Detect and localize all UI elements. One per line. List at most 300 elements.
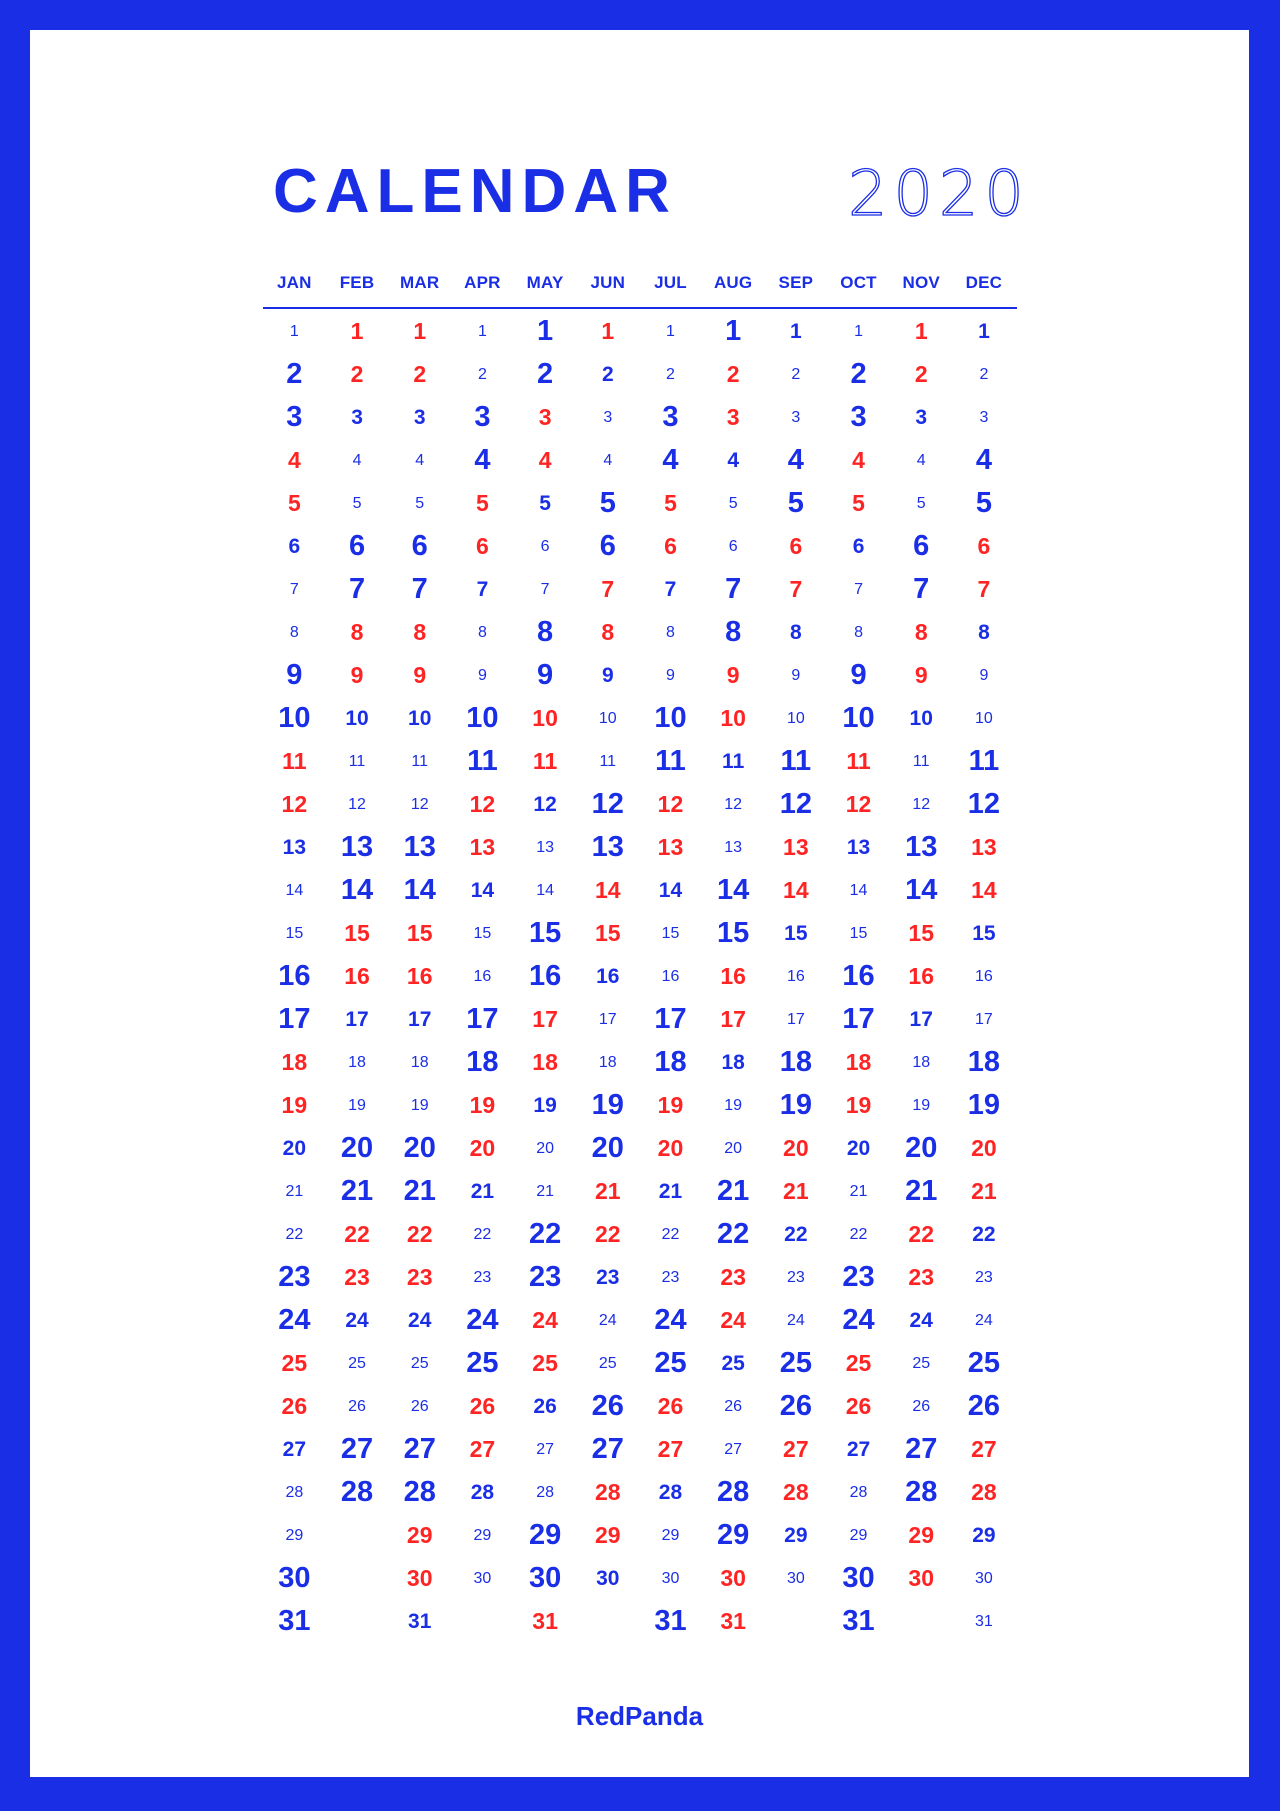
month-column-dec	[953, 310, 1016, 1643]
month-column-oct	[827, 310, 890, 1643]
weekend-day: 9	[726, 662, 740, 688]
month-column-sep	[765, 310, 828, 1643]
day-cell: 7	[540, 580, 550, 598]
weekend-day: 22	[594, 1221, 621, 1247]
day-cell: 17	[408, 1008, 432, 1031]
month-column-may	[514, 310, 577, 1643]
day-cell: 25	[348, 1354, 366, 1372]
weekend-day: 19	[281, 1092, 308, 1118]
day-cell: 6	[540, 537, 550, 555]
day-cell: 21	[340, 1175, 374, 1207]
weekend-day: 18	[845, 1049, 872, 1075]
day-cell: 9	[979, 666, 989, 684]
day-cell: 17	[975, 1010, 993, 1028]
day-cell: 28	[905, 1476, 938, 1508]
weekend-day: 7	[601, 576, 615, 602]
day-cell: 23	[473, 1268, 492, 1286]
weekend-day: 14	[971, 877, 997, 903]
month-label-may: MAY	[526, 273, 564, 292]
weekend-day: 7	[789, 576, 803, 602]
day-cell: 28	[849, 1483, 868, 1501]
day-cell: 10	[786, 709, 805, 727]
day-cell: 29	[285, 1526, 304, 1544]
day-cell: 8	[725, 616, 742, 648]
weekend-day: 14	[783, 877, 809, 903]
day-cell: 24	[466, 1304, 499, 1336]
day-cell: 3	[979, 408, 989, 426]
weekend-day: 29	[406, 1522, 433, 1548]
day-cell: 8	[978, 621, 990, 644]
month-column-jul	[639, 310, 702, 1643]
day-cell: 7	[348, 573, 366, 605]
day-cell: 20	[536, 1139, 554, 1157]
day-cell: 21	[470, 1180, 495, 1203]
weekend-day: 29	[594, 1522, 621, 1548]
weekend-day: 10	[532, 705, 558, 731]
day-cell: 5	[975, 487, 992, 519]
month-column-jan	[263, 310, 326, 1643]
month-column-feb	[326, 310, 389, 1643]
day-cell: 24	[909, 1309, 933, 1332]
day-cell: 2	[850, 358, 867, 390]
weekend-day: 24	[720, 1307, 746, 1333]
day-cell: 10	[345, 707, 369, 730]
day-cell: 3	[915, 406, 928, 429]
weekend-day: 9	[413, 662, 427, 688]
month-label-dec: DEC	[965, 273, 1003, 292]
day-cell: 25	[779, 1347, 812, 1379]
day-cell: 5	[728, 494, 738, 512]
month-label-jan: JAN	[277, 273, 312, 292]
day-cell: 27	[340, 1433, 374, 1465]
day-cell: 1	[477, 322, 487, 340]
day-cell: 30	[473, 1569, 492, 1587]
day-cell: 14	[340, 874, 374, 906]
day-cell: 21	[658, 1180, 683, 1203]
month-label-nov: NOV	[902, 273, 940, 292]
day-cell: 11	[599, 752, 617, 770]
day-cell: 15	[717, 917, 750, 949]
day-cell: 13	[905, 831, 938, 863]
day-cell: 18	[912, 1053, 931, 1071]
day-cell: 5	[352, 494, 362, 512]
weekend-day: 2	[413, 361, 427, 387]
page-title: CALENDAR	[273, 157, 677, 226]
weekend-day: 13	[469, 834, 496, 860]
weekend-day: 12	[469, 791, 496, 817]
day-cell: 3	[791, 408, 801, 426]
day-cell: 30	[842, 1562, 875, 1594]
day-cell: 31	[975, 1612, 993, 1630]
weekend-day: 2	[350, 361, 364, 387]
day-cell: 19	[912, 1096, 931, 1114]
day-cell: 3	[351, 406, 363, 429]
day-cell: 22	[473, 1225, 492, 1243]
day-cell: 25	[654, 1347, 687, 1379]
weekend-day: 23	[344, 1264, 370, 1290]
weekend-day: 8	[413, 619, 427, 645]
weekend-day: 26	[281, 1393, 308, 1419]
day-cell: 17	[278, 1003, 311, 1035]
weekend-day: 26	[845, 1393, 872, 1419]
day-cell: 14	[403, 874, 436, 906]
day-cell: 1	[666, 322, 675, 340]
day-cell: 14	[658, 879, 683, 902]
day-cell: 29	[473, 1526, 492, 1544]
month-label-sep: SEP	[778, 273, 814, 292]
weekend-day: 2	[726, 361, 740, 387]
day-cell: 9	[666, 666, 675, 684]
day-cell: 12	[348, 795, 366, 813]
weekend-day: 6	[476, 533, 489, 559]
day-cell: 23	[975, 1268, 993, 1286]
day-cell: 3	[413, 406, 426, 429]
day-cell: 29	[661, 1526, 680, 1544]
day-cell: 16	[842, 960, 875, 992]
day-cell: 2	[601, 363, 614, 386]
weekend-day: 31	[720, 1608, 746, 1634]
day-cell: 29	[972, 1524, 996, 1547]
day-cell: 25	[967, 1347, 1001, 1379]
day-cell: 14	[470, 879, 495, 902]
day-cell: 9	[537, 659, 554, 691]
weekend-day: 23	[406, 1264, 433, 1290]
day-cell: 15	[285, 924, 304, 942]
day-cell: 9	[286, 659, 303, 691]
month-header-row	[263, 273, 1015, 293]
day-cell: 30	[661, 1569, 680, 1587]
day-cell: 10	[909, 707, 933, 730]
day-cell: 12	[533, 793, 557, 816]
day-cell: 26	[967, 1390, 1001, 1422]
weekend-day: 15	[344, 920, 370, 946]
weekend-day: 7	[977, 576, 991, 602]
day-cell: 6	[728, 537, 738, 555]
day-cell: 28	[470, 1481, 495, 1504]
day-cell: 21	[285, 1182, 304, 1200]
weekend-day: 6	[977, 533, 991, 559]
weekend-day: 13	[971, 834, 997, 860]
weekend-day: 3	[726, 404, 740, 430]
day-cell: 3	[603, 408, 613, 426]
day-cell: 6	[599, 530, 616, 562]
day-cell: 20	[403, 1132, 436, 1164]
day-cell: 30	[528, 1562, 562, 1594]
day-cell: 16	[473, 967, 492, 985]
day-cell: 19	[591, 1089, 624, 1121]
weekend-day: 9	[914, 662, 928, 688]
weekend-day: 15	[908, 920, 935, 946]
day-cell: 9	[477, 666, 487, 684]
day-cell: 30	[278, 1562, 311, 1594]
day-cell: 20	[591, 1132, 624, 1164]
weekend-day: 5	[664, 490, 677, 516]
day-cell: 11	[411, 752, 429, 770]
day-cell: 5	[787, 487, 804, 519]
day-cell: 7	[476, 578, 489, 601]
day-cell: 4	[975, 444, 992, 476]
day-cell: 14	[717, 874, 750, 906]
day-cell: 18	[348, 1053, 366, 1071]
month-label-mar: MAR	[400, 273, 440, 292]
day-cell: 13	[282, 836, 307, 859]
day-grid	[263, 310, 1015, 1643]
day-cell: 26	[410, 1397, 429, 1415]
day-cell: 19	[779, 1089, 812, 1121]
day-cell: 31	[408, 1610, 432, 1633]
day-cell: 1	[725, 315, 742, 347]
day-cell: 4	[474, 444, 491, 476]
day-cell: 16	[278, 960, 311, 992]
day-cell: 2	[979, 365, 989, 383]
weekend-day: 31	[532, 1608, 558, 1634]
month-label-oct: OCT	[840, 273, 877, 292]
weekend-day: 19	[845, 1092, 872, 1118]
day-cell: 17	[654, 1003, 687, 1035]
weekend-day: 30	[908, 1565, 935, 1591]
weekend-day: 5	[287, 490, 301, 516]
day-cell: 18	[721, 1051, 745, 1074]
day-cell: 3	[286, 401, 303, 433]
weekend-day: 5	[852, 490, 865, 516]
day-cell: 25	[598, 1354, 617, 1372]
day-cell: 5	[599, 487, 616, 519]
day-cell: 12	[591, 788, 624, 820]
day-cell: 10	[278, 702, 311, 734]
day-cell: 18	[967, 1046, 1001, 1078]
weekend-day: 20	[971, 1135, 997, 1161]
month-label-apr: APR	[464, 273, 501, 292]
day-cell: 24	[598, 1311, 617, 1329]
weekend-day: 20	[657, 1135, 684, 1161]
day-cell: 6	[288, 535, 301, 558]
header-divider	[263, 307, 1017, 309]
weekend-day: 15	[406, 920, 433, 946]
day-cell: 23	[786, 1268, 805, 1286]
day-cell: 22	[972, 1223, 996, 1246]
weekend-day: 21	[594, 1178, 621, 1204]
day-cell: 1	[289, 322, 299, 340]
day-cell: 25	[410, 1354, 429, 1372]
day-cell: 8	[289, 623, 299, 641]
day-cell: 11	[722, 750, 745, 773]
day-cell: 5	[415, 494, 425, 512]
day-cell: 10	[975, 709, 993, 727]
day-cell: 27	[905, 1433, 938, 1465]
day-cell: 4	[662, 444, 679, 476]
weekend-day: 16	[406, 963, 433, 989]
day-cell: 27	[591, 1433, 624, 1465]
day-cell: 27	[536, 1440, 554, 1458]
day-cell: 24	[654, 1304, 687, 1336]
day-cell: 29	[784, 1524, 808, 1547]
day-cell: 16	[528, 960, 562, 992]
day-cell: 21	[849, 1182, 868, 1200]
day-cell: 11	[467, 745, 498, 777]
day-cell: 26	[591, 1390, 624, 1422]
weekend-day: 18	[281, 1049, 308, 1075]
day-cell: 22	[661, 1225, 680, 1243]
day-cell: 8	[477, 623, 487, 641]
day-cell: 9	[601, 664, 614, 687]
day-cell: 7	[411, 573, 428, 605]
weekend-day: 30	[406, 1565, 433, 1591]
day-cell: 9	[850, 659, 867, 691]
day-cell: 1	[854, 322, 863, 340]
day-cell: 31	[842, 1605, 875, 1637]
day-cell: 24	[842, 1304, 875, 1336]
weekend-day: 5	[476, 490, 489, 516]
day-cell: 26	[724, 1397, 743, 1415]
weekend-day: 25	[281, 1350, 308, 1376]
day-cell: 5	[916, 494, 926, 512]
day-cell: 1	[790, 320, 802, 343]
day-cell: 10	[842, 702, 875, 734]
day-cell: 12	[967, 788, 1001, 820]
day-cell: 24	[975, 1311, 993, 1329]
day-cell: 26	[348, 1397, 366, 1415]
weekend-day: 23	[908, 1264, 935, 1290]
weekend-day: 6	[664, 533, 677, 559]
day-cell: 8	[537, 616, 554, 648]
day-cell: 18	[779, 1046, 812, 1078]
day-cell: 21	[536, 1182, 554, 1200]
day-cell: 15	[473, 924, 492, 942]
day-cell: 10	[408, 707, 432, 730]
day-cell: 12	[779, 788, 812, 820]
day-cell: 6	[348, 530, 366, 562]
weekend-day: 10	[720, 705, 746, 731]
day-cell: 15	[972, 922, 996, 945]
calendar-sheet	[30, 30, 1249, 1777]
weekend-day: 27	[971, 1436, 997, 1462]
day-cell: 22	[717, 1218, 750, 1250]
weekend-day: 15	[594, 920, 621, 946]
weekend-day: 12	[281, 791, 308, 817]
weekend-day: 24	[532, 1307, 558, 1333]
day-cell: 17	[786, 1010, 805, 1028]
day-cell: 3	[474, 401, 491, 433]
day-cell: 11	[912, 752, 930, 770]
day-cell: 28	[717, 1476, 750, 1508]
day-cell: 27	[282, 1438, 307, 1461]
month-column-jun	[576, 310, 639, 1643]
day-cell: 31	[654, 1605, 687, 1637]
weekend-day: 28	[971, 1479, 997, 1505]
day-cell: 30	[596, 1567, 620, 1590]
day-cell: 10	[654, 702, 687, 734]
day-cell: 22	[528, 1218, 562, 1250]
day-cell: 12	[410, 795, 429, 813]
day-cell: 27	[724, 1440, 743, 1458]
day-cell: 24	[345, 1309, 369, 1332]
day-cell: 4	[415, 451, 425, 469]
day-cell: 14	[849, 881, 868, 899]
day-cell: 16	[975, 967, 993, 985]
day-cell: 4	[603, 451, 613, 469]
weekend-day: 21	[783, 1178, 809, 1204]
day-cell: 20	[282, 1137, 307, 1160]
day-cell: 24	[278, 1304, 311, 1336]
weekend-day: 30	[720, 1565, 746, 1591]
day-cell: 31	[278, 1605, 311, 1637]
day-cell: 3	[850, 401, 867, 433]
weekend-day: 13	[783, 834, 809, 860]
weekend-day: 27	[657, 1436, 684, 1462]
day-cell: 18	[598, 1053, 617, 1071]
weekend-day: 4	[538, 447, 552, 473]
day-cell: 6	[411, 530, 428, 562]
day-cell: 28	[658, 1481, 683, 1504]
weekend-day: 27	[469, 1436, 496, 1462]
month-column-nov	[890, 310, 953, 1643]
day-cell: 21	[403, 1175, 436, 1207]
day-cell: 13	[340, 831, 374, 863]
day-cell: 23	[278, 1261, 311, 1293]
day-cell: 11	[348, 752, 366, 770]
month-column-apr	[451, 310, 514, 1643]
day-cell: 10	[598, 709, 617, 727]
day-cell: 25	[912, 1354, 931, 1372]
day-cell: 21	[717, 1175, 750, 1207]
day-cell: 30	[786, 1569, 805, 1587]
day-cell: 19	[724, 1096, 743, 1114]
day-cell: 11	[780, 745, 812, 777]
day-cell: 23	[596, 1266, 620, 1289]
day-cell: 21	[905, 1175, 938, 1207]
day-cell: 13	[846, 836, 871, 859]
day-cell: 29	[528, 1519, 562, 1551]
weekend-day: 8	[914, 619, 928, 645]
weekend-day: 16	[908, 963, 935, 989]
weekend-day: 19	[469, 1092, 496, 1118]
day-cell: 15	[849, 924, 868, 942]
day-cell: 8	[666, 623, 675, 641]
day-cell: 26	[779, 1390, 812, 1422]
weekend-day: 19	[657, 1092, 684, 1118]
day-cell: 1	[537, 315, 554, 347]
weekend-day: 12	[845, 791, 872, 817]
weekend-day: 17	[532, 1006, 558, 1032]
day-cell: 6	[852, 535, 865, 558]
day-cell: 19	[533, 1094, 557, 1117]
day-cell: 22	[849, 1225, 868, 1243]
weekend-day: 4	[852, 447, 865, 473]
day-cell: 28	[285, 1483, 304, 1501]
day-cell: 17	[466, 1003, 499, 1035]
weekend-day: 28	[783, 1479, 809, 1505]
day-cell: 20	[905, 1132, 938, 1164]
weekend-day: 20	[469, 1135, 496, 1161]
day-cell: 16	[786, 967, 805, 985]
brand-logo: RedPanda	[575, 1701, 704, 1731]
day-cell: 13	[724, 838, 743, 856]
weekend-day: 1	[413, 318, 427, 344]
weekend-day: 22	[908, 1221, 935, 1247]
weekend-day: 11	[282, 748, 307, 774]
day-cell: 13	[536, 838, 554, 856]
day-cell: 10	[466, 702, 499, 734]
day-cell: 19	[967, 1089, 1001, 1121]
day-cell: 13	[403, 831, 436, 863]
day-cell: 19	[348, 1096, 366, 1114]
day-cell: 2	[477, 365, 487, 383]
day-cell: 13	[591, 831, 624, 863]
day-cell: 11	[968, 745, 1000, 777]
day-cell: 30	[975, 1569, 993, 1587]
weekend-day: 11	[532, 748, 558, 774]
month-column-mar	[388, 310, 451, 1643]
